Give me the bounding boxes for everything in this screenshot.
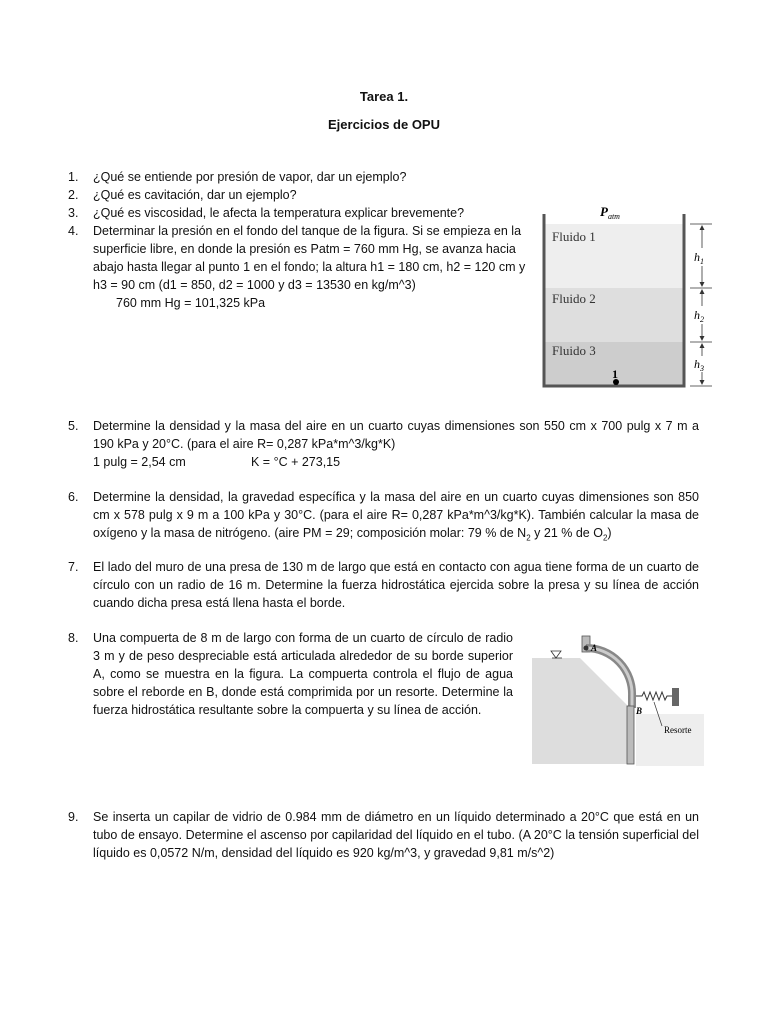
spring-label: Resorte: [664, 725, 692, 735]
question-text: Determinar la presión en el fondo del tanque de la figura. Si se empieza en la superficie libre, en donde la presión es Patm = 760 mm Hg, se avanza hacia abajo hasta llegar al punto 1 en el fondo; la altura h1 = 180 cm, h2 = 120 cm y h3 = 90 cm (d1 = 850, d2 = 1000 y d3 = 13530 en kg/m^3): [93, 224, 526, 292]
question-number: 5.: [68, 419, 79, 433]
question-number: 3.: [68, 206, 79, 220]
fluid3-label: Fluido 3: [552, 343, 596, 358]
h3-label: $h_3$: [694, 357, 704, 373]
question-text: Determine la densidad, la gravedad específica y la masa del aire en un cuarto cuyas dimensiones son 850 cm x 578 pulg x 9 m a 100 kPa y 30°C. (para el aire R= 0,287 kPa*m^3/kg*K). También calcular la masa de oxígeno y la masa de nitrógeno. (aire PM = 29; composición molar: 79 % de $N_2$ y 21 % de $O_2$): [93, 490, 699, 543]
h1-label: $h_1$: [694, 250, 704, 266]
spring-support: [672, 688, 679, 706]
tank-figure: [540, 204, 720, 390]
question-number: 1.: [68, 170, 79, 184]
document-title: Tarea 1.: [359, 89, 409, 104]
question-note: K = °C + 273,15: [251, 455, 341, 469]
question-text: Una compuerta de 8 m de largo con forma de un cuarto de círculo de radio 3 m y de peso despreciable está articulada alrededor de su borde superior A, como se muestra en la figura. La compuerta controla el flujo de agua sobre el reborde en B, donde está comprimida por un resorte. Determine la fuerza hidrostática resultante sobre la compuerta y su línea de acción.: [93, 631, 513, 717]
fluid1-label: Fluido 1: [552, 229, 596, 244]
question-text: El lado del muro de una presa de 130 m de largo que está en contacto con agua tiene forma de un cuarto de círculo con un radio de 16 m. Determine la fuerza hidrostática ejercida sobre la presa y su línea de acción cuando dicha presa está llena hasta el borde.: [93, 560, 699, 610]
patm-label: $P_{atm}$: [600, 204, 620, 221]
question-number: 8.: [68, 631, 79, 645]
question-number: 7.: [68, 560, 79, 574]
question-text: ¿Qué se entiende por presión de vapor, dar un ejemplo?: [93, 170, 407, 184]
question-number: 9.: [68, 810, 79, 824]
label-a: A: [591, 643, 598, 653]
point-1-label: 1: [612, 367, 618, 381]
ground-right: [636, 714, 704, 766]
document-subtitle: Ejercicios de OPU: [328, 117, 440, 132]
hinge-a: [584, 646, 589, 651]
fluid2-label: Fluido 2: [552, 291, 596, 306]
ledge-b: [627, 706, 634, 764]
question-number: 4.: [68, 224, 79, 238]
question-text: ¿Qué es cavitación, dar un ejemplo?: [93, 188, 297, 202]
question-note: 760 mm Hg = 101,325 kPa: [116, 296, 266, 310]
h2-label: $h_2$: [694, 308, 704, 324]
gate-figure: [532, 634, 704, 766]
question-text: Se inserta un capilar de vidrio de 0.984 mm de diámetro en un líquido determinado a 20°C que está en un tubo de ensayo. Determine el ascenso por capilaridad del líquido en el tubo. (A 20°C la tensión superficial del líquido es 0,0572 N/m, densidad del líquido es 920 kg/m^3, y gravedad 9,81 m/s^2): [93, 810, 699, 860]
question-text: ¿Qué es viscosidad, le afecta la temperatura explicar brevemente?: [93, 206, 465, 220]
question-number: 6.: [68, 490, 79, 504]
question-number: 2.: [68, 188, 79, 202]
question-text: Determine la densidad y la masa del aire en un cuarto cuyas dimensiones son 550 cm x 700 pulg x 7 m a 190 kPa y 20°C. (para el aire R= 0,287 kPa*m^3/kg*K): [93, 419, 699, 451]
question-note: 1 pulg = 2,54 cm: [93, 455, 186, 469]
label-b: B: [636, 706, 643, 716]
